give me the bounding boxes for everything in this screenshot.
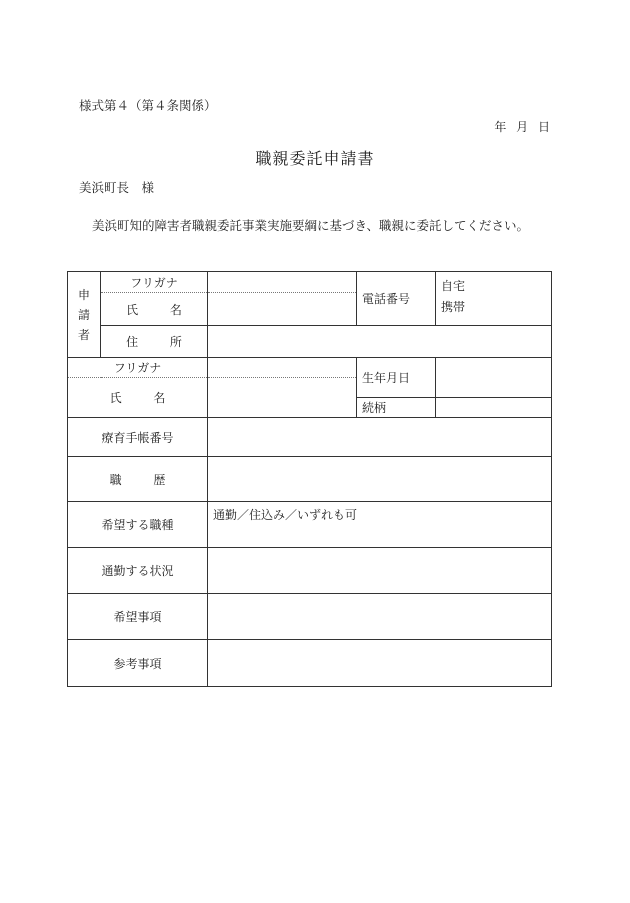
subject-birthdate-label: 生年月日 (357, 358, 436, 398)
intro-text: 美浜町知的障害者職親委託事業実施要綱に基づき、職親に委託してください。 (92, 218, 530, 233)
applicant-address-label: 住 所 (101, 326, 208, 358)
applicant-furigana-field[interactable] (208, 272, 357, 293)
applicant-phone-field[interactable] (436, 272, 552, 326)
work-history-field[interactable] (208, 457, 552, 502)
subject-name-field[interactable] (208, 378, 357, 418)
applicant-name-field[interactable] (208, 293, 357, 326)
desired-job-label: 希望する職種 (68, 502, 208, 548)
desired-job-field[interactable]: 通勤／住込み／いずれも可 (208, 502, 552, 548)
applicant-group-label (68, 272, 101, 358)
work-history-label: 職 歴 (68, 457, 208, 502)
application-form-table (67, 271, 552, 687)
applicant-phone-label: 電話番号 (357, 272, 436, 326)
handbook-number-label: 療育手帳番号 (68, 418, 208, 457)
notes-label: 参考事項 (68, 640, 208, 687)
form-number: 様式第４（第４条関係） (79, 98, 217, 113)
applicant-name-label: 氏 名 (101, 293, 208, 326)
page-title: 職親委託申請書 (255, 149, 375, 168)
subject-name-label: 氏 名 (68, 378, 208, 418)
applicant-address-field[interactable] (208, 326, 552, 358)
subject-relation-label: 続柄 (357, 398, 436, 418)
wishes-label: 希望事項 (68, 594, 208, 640)
handbook-number-field[interactable] (208, 418, 552, 457)
phone-mobile-label: 携帯 (441, 300, 466, 314)
phone-home-label: 自宅 (441, 279, 466, 293)
applicant-group-label-text: 申 請 者 (77, 287, 90, 342)
subject-relation-field[interactable] (436, 398, 552, 418)
applicant-furigana-label: フリガナ (101, 272, 208, 293)
subject-birthdate-field[interactable] (436, 358, 552, 398)
commute-status-field[interactable] (208, 548, 552, 594)
subject-furigana-field[interactable] (208, 358, 357, 378)
notes-field[interactable] (208, 640, 552, 687)
date-line: 年 月 日 (494, 120, 550, 134)
addressee: 美浜町長 様 (79, 180, 155, 195)
commute-status-label: 通勤する状況 (68, 548, 208, 594)
wishes-field[interactable] (208, 594, 552, 640)
subject-furigana-label: フリガナ (68, 358, 208, 378)
